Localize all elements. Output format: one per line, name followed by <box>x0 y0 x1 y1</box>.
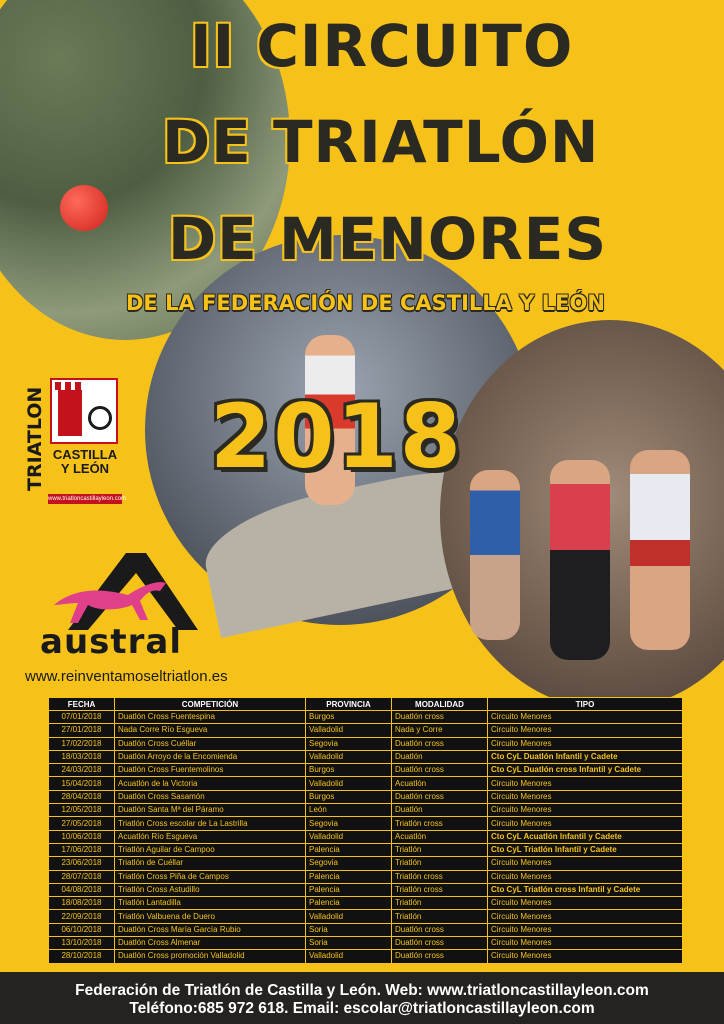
cell-modality: Acuatlón <box>392 777 488 790</box>
cell-type: Circuito Menores <box>488 737 683 750</box>
cell-province: Valladolid <box>306 910 392 923</box>
cell-type: Circuito Menores <box>488 870 683 883</box>
cell-type: Circuito Menores <box>488 923 683 936</box>
federation-logo-web: www.triatloncastillayleon.com <box>48 496 127 502</box>
runner-image <box>470 470 520 640</box>
cell-modality: Nada y Corre <box>392 724 488 737</box>
table-row <box>49 843 683 856</box>
cell-type: Circuito Menores <box>488 897 683 910</box>
cell-competition: Triatlón Lantadilla <box>115 897 306 910</box>
federation-name-line-1: CASTILLA <box>52 447 118 462</box>
cell-modality: Duatlón cross <box>392 711 488 724</box>
table-row <box>49 737 683 750</box>
table-row <box>49 883 683 896</box>
cell-province: Valladolid <box>306 777 392 790</box>
cell-competition: Triatlón Cross Piña de Campos <box>115 870 306 883</box>
cell-province: Valladolid <box>306 724 392 737</box>
cell-type: Cto CyL Duatlón cross Infantil y Cadete <box>488 764 683 777</box>
schedule-table <box>48 697 683 964</box>
cell-province: Segovia <box>306 737 392 750</box>
cell-modality: Triatlón cross <box>392 870 488 883</box>
federation-logo-name <box>48 448 122 476</box>
cell-competition: Triatlón Valbuena de Duero <box>115 910 306 923</box>
cell-date: 13/10/2018 <box>49 937 115 950</box>
cell-competition: Duatlón Cross Cuéllar <box>115 737 306 750</box>
buoy-image <box>60 185 108 231</box>
subtitle: DE LA FEDERACIÓN DE CASTILLA Y LEÓN <box>126 291 605 315</box>
cell-modality: Duatlón cross <box>392 937 488 950</box>
table-row <box>49 711 683 724</box>
cell-province: Soria <box>306 923 392 936</box>
cell-province: Segovia <box>306 857 392 870</box>
cell-modality: Triatlón cross <box>392 883 488 896</box>
cell-modality: Duatlón cross <box>392 737 488 750</box>
cell-date: 15/04/2018 <box>49 777 115 790</box>
table-row <box>49 857 683 870</box>
cell-province: Soria <box>306 937 392 950</box>
table-header-row <box>49 698 683 711</box>
cell-type: Circuito Menores <box>488 817 683 830</box>
cell-date: 17/02/2018 <box>49 737 115 750</box>
cell-date: 04/08/2018 <box>49 883 115 896</box>
cell-date: 28/07/2018 <box>49 870 115 883</box>
footer-web-line: Federación de Triatlón de Castilla y León. Web: www.triatloncastillayleon.com <box>75 982 649 999</box>
cell-province: Valladolid <box>306 830 392 843</box>
cell-competition: Duatlón Cross Fuentemolinos <box>115 764 306 777</box>
cell-date: 23/06/2018 <box>49 857 115 870</box>
federation-name-line-2: Y LEÓN <box>60 461 110 476</box>
cell-competition: Duatlón Arroyo de la Encomienda <box>115 750 306 763</box>
cell-province: Burgos <box>306 790 392 803</box>
cell-province: Segovia <box>306 817 392 830</box>
cell-competition: Duatlón Cross Almenar <box>115 937 306 950</box>
column-header-competition: COMPETICIÓN <box>115 698 306 711</box>
tower-icon <box>58 386 82 436</box>
cell-province: Burgos <box>306 711 392 724</box>
cell-date: 18/08/2018 <box>49 897 115 910</box>
cell-province: Palencia <box>306 870 392 883</box>
cell-province: Burgos <box>306 764 392 777</box>
cell-type: Cto CyL Triatlón Infantil y Cadete <box>488 843 683 856</box>
cell-modality: Triatlón cross <box>392 817 488 830</box>
austral-wordmark: austral <box>40 622 183 662</box>
federation-logo-vertical-text: TRIATLON <box>24 386 46 492</box>
table-row <box>49 724 683 737</box>
cell-date: 07/01/2018 <box>49 711 115 724</box>
table-row <box>49 817 683 830</box>
cell-modality: Acuatlón <box>392 830 488 843</box>
cell-modality: Duatlón cross <box>392 950 488 963</box>
table-row <box>49 790 683 803</box>
cell-province: Valladolid <box>306 950 392 963</box>
table-row <box>49 870 683 883</box>
cell-type: Circuito Menores <box>488 724 683 737</box>
cell-date: 12/05/2018 <box>49 804 115 817</box>
cell-competition: Duatlón Cross promoción Valladolid <box>115 950 306 963</box>
title-line-1: II CIRCUITO <box>190 12 574 80</box>
cell-competition: Triatlón Aguilar de Campoo <box>115 843 306 856</box>
table-row <box>49 910 683 923</box>
table-row <box>49 804 683 817</box>
cell-type: Circuito Menores <box>488 790 683 803</box>
cell-type: Circuito Menores <box>488 857 683 870</box>
cell-modality: Duatlón cross <box>392 790 488 803</box>
column-header-type: TIPO <box>488 698 683 711</box>
cell-modality: Triatlón <box>392 857 488 870</box>
cell-date: 17/06/2018 <box>49 843 115 856</box>
cell-type: Circuito Menores <box>488 777 683 790</box>
cell-modality: Triatlón <box>392 843 488 856</box>
cell-date: 28/10/2018 <box>49 950 115 963</box>
cell-type: Cto CyL Duatlón Infantil y Cadete <box>488 750 683 763</box>
cell-competition: Triatlón Cross Astudillo <box>115 883 306 896</box>
table-row <box>49 923 683 936</box>
cell-date: 27/05/2018 <box>49 817 115 830</box>
cell-type: Cto CyL Acuatlón Infantil y Cadete <box>488 830 683 843</box>
cell-modality: Triatlón <box>392 910 488 923</box>
cell-competition: Triatlón Cross escolar de La Lastrilla <box>115 817 306 830</box>
cell-type: Circuito Menores <box>488 804 683 817</box>
cell-province: León <box>306 804 392 817</box>
cell-type: Circuito Menores <box>488 910 683 923</box>
cell-province: Palencia <box>306 883 392 896</box>
column-header-modality: MODALIDAD <box>392 698 488 711</box>
cell-modality: Duatlón cross <box>392 764 488 777</box>
cell-date: 06/10/2018 <box>49 923 115 936</box>
cell-competition: Duatlón Cross Sasamón <box>115 790 306 803</box>
year: 2018 <box>210 385 463 488</box>
column-header-date: FECHA <box>49 698 115 711</box>
cell-competition: Acuatlón Río Esgueva <box>115 830 306 843</box>
cell-province: Valladolid <box>306 750 392 763</box>
cell-type: Cto CyL Triatlón cross Infantil y Cadete <box>488 883 683 896</box>
cell-modality: Duatlón cross <box>392 923 488 936</box>
cell-type: Circuito Menores <box>488 937 683 950</box>
cell-modality: Triatlón <box>392 897 488 910</box>
table-row <box>49 937 683 950</box>
column-header-province: PROVINCIA <box>306 698 392 711</box>
table-row <box>49 830 683 843</box>
runner-image <box>550 460 610 660</box>
cell-competition: Triatlón de Cuéllar <box>115 857 306 870</box>
cell-modality: Duatlón <box>392 750 488 763</box>
cell-competition: Nada Corre Río Esgueva <box>115 724 306 737</box>
cell-date: 18/03/2018 <box>49 750 115 763</box>
table-row <box>49 764 683 777</box>
cell-date: 10/06/2018 <box>49 830 115 843</box>
runner-image <box>630 450 690 650</box>
cell-competition: Duatlón Cross Fuentespina <box>115 711 306 724</box>
cell-competition: Duatlón Cross María García Rubio <box>115 923 306 936</box>
title-line-2: DE TRIATLÓN <box>162 108 600 176</box>
title-line-3: DE MENORES <box>168 205 608 273</box>
table-row <box>49 897 683 910</box>
cell-modality: Duatlón <box>392 804 488 817</box>
cell-province: Palencia <box>306 843 392 856</box>
cell-competition: Duatlón Santa Mª del Páramo <box>115 804 306 817</box>
cell-province: Palencia <box>306 897 392 910</box>
cell-type: Circuito Menores <box>488 711 683 724</box>
table-row <box>49 950 683 963</box>
castle-icon <box>50 378 118 444</box>
cell-competition: Acuatlón de la Victoria <box>115 777 306 790</box>
cell-date: 28/04/2018 <box>49 790 115 803</box>
cell-date: 22/09/2018 <box>49 910 115 923</box>
table-row <box>49 777 683 790</box>
bike-wheel-icon <box>88 406 112 430</box>
table-row <box>49 750 683 763</box>
cell-date: 27/01/2018 <box>49 724 115 737</box>
cell-type: Circuito Menores <box>488 950 683 963</box>
austral-web-link[interactable]: www.reinventamoseltriatlon.es <box>25 668 228 685</box>
cell-date: 24/03/2018 <box>49 764 115 777</box>
footer-contact-line: Teléfono:685 972 618. Email: escolar@triatloncastillayleon.com <box>129 1000 595 1017</box>
